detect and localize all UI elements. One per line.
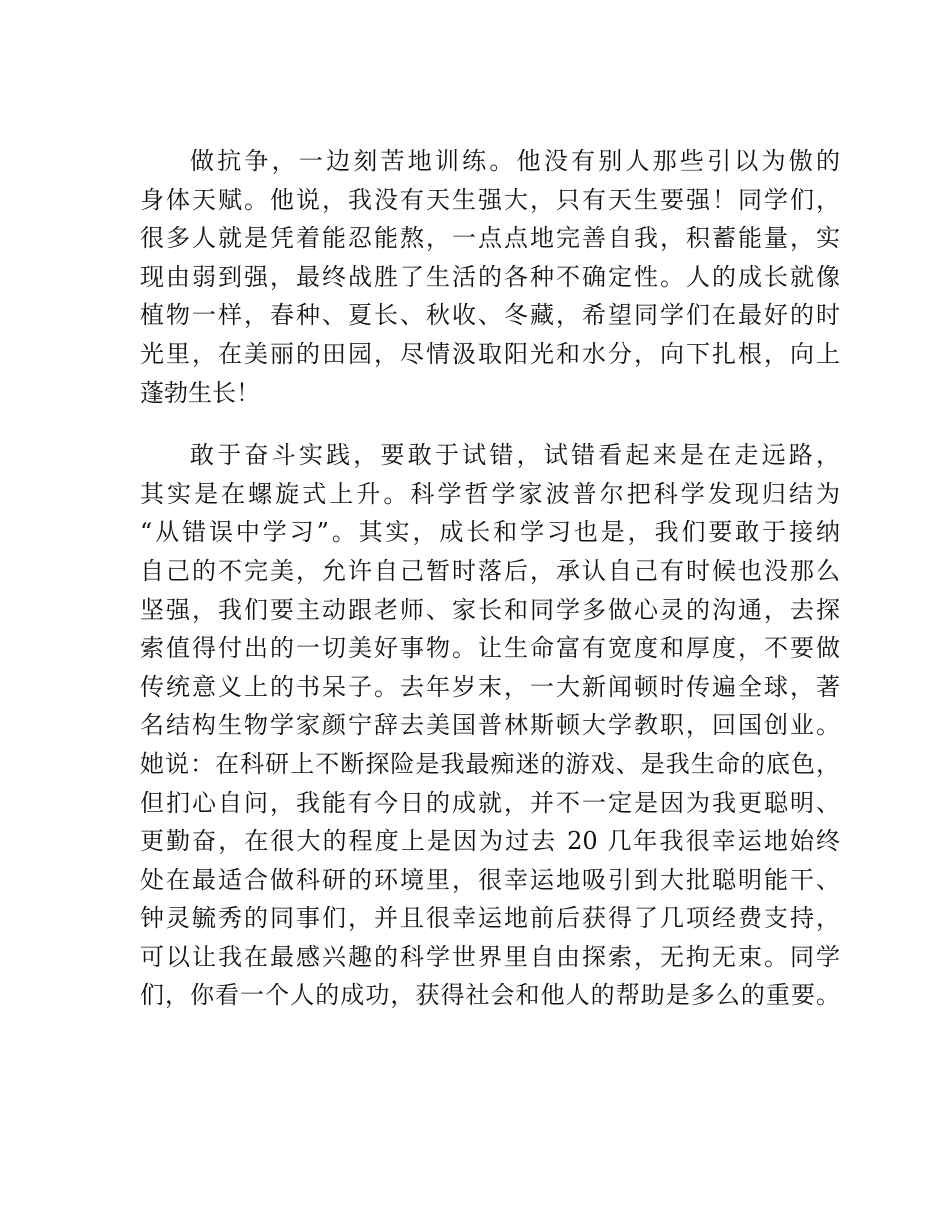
- text-line: 蓬勃生长！: [140, 378, 260, 407]
- text-line: 其实是在螺旋式上升。科学哲学家波普尔把科学发现归结为: [140, 479, 840, 508]
- text-line: 钟灵毓秀的同事们，并且很幸运地前后获得了几项经费支持，: [140, 904, 840, 933]
- text-line: “从错误中学习”。其实，成长和学习也是，我们要敢于接纳: [140, 518, 840, 547]
- text-line: 现由弱到强，最终战胜了生活的各种不确定性。人的成长就像: [140, 262, 840, 291]
- paragraph-1: [140, 142, 840, 412]
- text-line: 自己的不完美，允许自己暂时落后，承认自己有时候也没那么: [140, 556, 840, 585]
- text-line: 索值得付出的一切美好事物。让生命富有宽度和厚度，不要做: [140, 634, 840, 663]
- text-line: 们，你看一个人的成功，获得社会和他人的帮助是多么的重要。: [140, 981, 840, 1010]
- text-line: 名结构生物学家颜宁辞去美国普林斯顿大学教职，回国创业。: [140, 711, 840, 740]
- text-line: 她说：在科研上不断探险是我最痴迷的游戏、是我生命的底色，: [140, 749, 840, 778]
- text-line: 处在最适合做科研的环境里，很幸运地吸引到大批聪明能干、: [140, 865, 840, 894]
- text-line: 可以让我在最感兴趣的科学世界里自由探索，无拘无束。同学: [140, 942, 840, 971]
- paragraph-spacer: [140, 412, 840, 436]
- paragraph-2: [140, 436, 840, 1015]
- text-line: 更勤奋，在很大的程度上是因为过去 20 几年我很幸运地始终: [140, 827, 840, 856]
- text-line: 植物一样，春种、夏长、秋收、冬藏，希望同学们在最好的时: [140, 301, 840, 330]
- text-line: 但扪心自问，我能有今日的成就，并不一定是因为我更聪明、: [140, 788, 840, 817]
- text-line: 敢于奋斗实践，要敢于试错，试错看起来是在走远路，: [190, 441, 840, 470]
- text-line: 很多人就是凭着能忍能熬，一点点地完善自我，积蓄能量，实: [140, 224, 840, 253]
- text-line: 传统意义上的书呆子。去年岁末，一大新闻顿时传遍全球，著: [140, 672, 840, 701]
- text-line: 身体天赋。他说，我没有天生强大，只有天生要强！同学们，: [140, 185, 840, 214]
- body-text: [140, 142, 840, 1015]
- text-line: 坚强，我们要主动跟老师、家长和同学多做心灵的沟通，去探: [140, 595, 840, 624]
- text-line: 做抗争，一边刻苦地训练。他没有别人那些引以为傲的: [190, 147, 840, 175]
- text-line: 光里，在美丽的田园，尽情汲取阳光和水分，向下扎根，向上: [140, 339, 840, 368]
